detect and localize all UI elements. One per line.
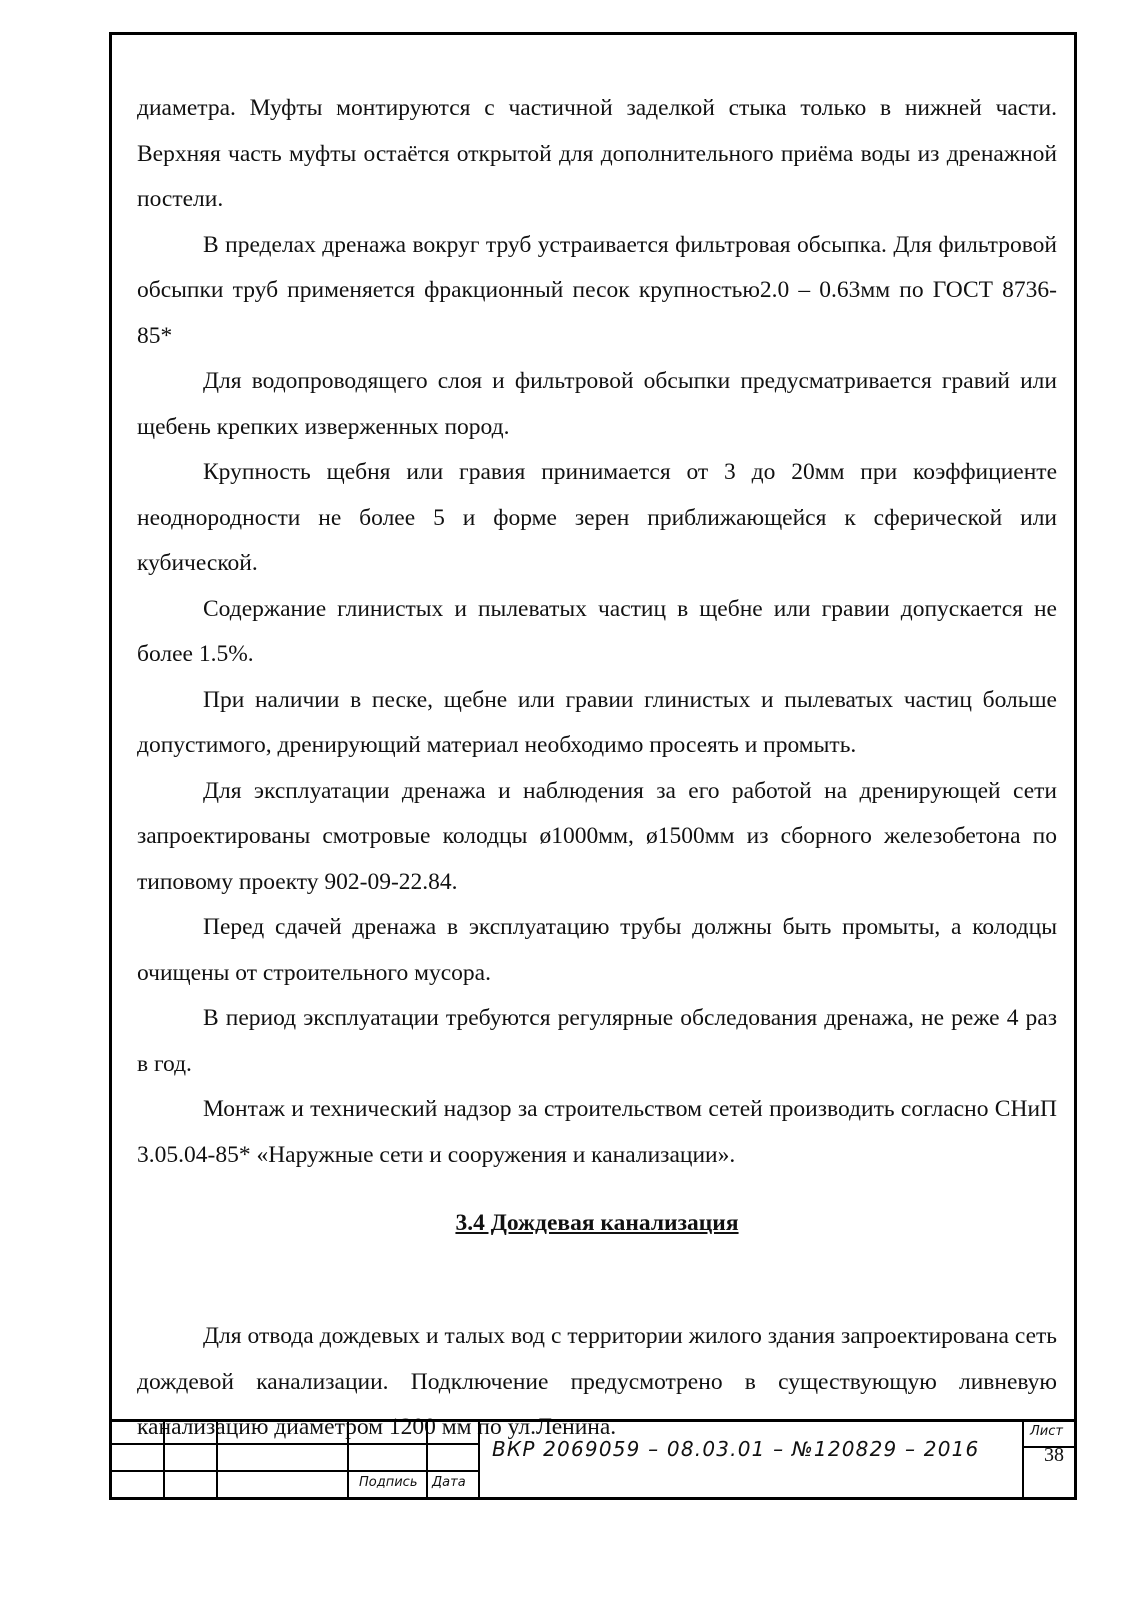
paragraph-10: Монтаж и технический надзор за строительством сетей производить согласно СНиП 3.05.04-85* «Наружные сети и сооружения и канализации». [137, 1096, 1057, 1168]
stamp-top-border [109, 1419, 1077, 1422]
document-code: ВКР 2069059 – 08.03.01 – №120829 – 2016 [492, 1437, 980, 1461]
paragraph-1: диаметра. Муфты монтируются с частичной заделкой стыка только в нижней части. Верхняя часть муфты остаётся открытой для дополнительного приёма воды из дренажной постели. [137, 95, 1057, 212]
paragraph-4: Крупность щебня или гравия принимается от 3 до 20мм при коэффициенте неоднородности не более 5 и форме зерен приближающейся к сферической или кубической. [137, 459, 1057, 576]
sheet-label: Лист [1030, 1424, 1063, 1439]
stamp-divider [347, 1419, 349, 1497]
section-heading: 3.4 Дождевая канализация [455, 1210, 739, 1236]
stamp-divider [163, 1419, 165, 1497]
document-body [137, 86, 1057, 1451]
stamp-divider [1022, 1419, 1024, 1497]
title-block-stamp [109, 1419, 1077, 1500]
paragraph-7: Для эксплуатации дренажа и наблюдения за его работой на дренирующей сети запроектированы смотровые колодцы ø1000мм, ø1500мм из сборного железобетона по типовому проекту 902-09-22.84. [137, 777, 1057, 895]
paragraph-6: При наличии в песке, щебне или гравии глинистых и пылеватых частиц больше допустимого, дренирующий материал необходимо просеять и промыть. [137, 686, 1057, 758]
date-label: Дата [432, 1475, 466, 1490]
paragraph-9: В период эксплуатации требуются регулярные обследования дренажа, не реже 4 раз в год. [137, 1005, 1057, 1077]
section-paragraph: Для отвода дождевых и талых вод с территории жилого здания запроектирована сеть дождевой канализации. Подключение предусмотрено в существующую ливневую канализацию диаметром 1200 мм по ул.Ленина. [137, 1323, 1057, 1440]
stamp-divider [216, 1419, 218, 1497]
stamp-row-line [112, 1443, 478, 1445]
signature-label: Подпись [359, 1475, 418, 1490]
stamp-divider [426, 1419, 428, 1497]
paragraph-2: В пределах дренажа вокруг труб устраивается фильтровая обсыпка. Для фильтровой обсыпки труб применяется фракционный песок крупностью2.0 – 0.63мм по ГОСТ 8736-85* [137, 231, 1057, 349]
paragraph-3: Для водопроводящего слоя и фильтровой обсыпки предусматривается гравий или щебень крепких изверженных пород. [137, 368, 1057, 440]
stamp-row-line [112, 1470, 478, 1472]
stamp-divider [478, 1419, 480, 1497]
paragraph-8: Перед сдачей дренажа в эксплуатацию трубы должны быть промыты, а колодцы очищены от строительного мусора. [137, 914, 1057, 986]
sheet-number: 38 [1044, 1444, 1064, 1466]
paragraph-5: Содержание глинистых и пылеватых частиц в щебне или гравии допускается не более 1.5%. [137, 595, 1057, 667]
